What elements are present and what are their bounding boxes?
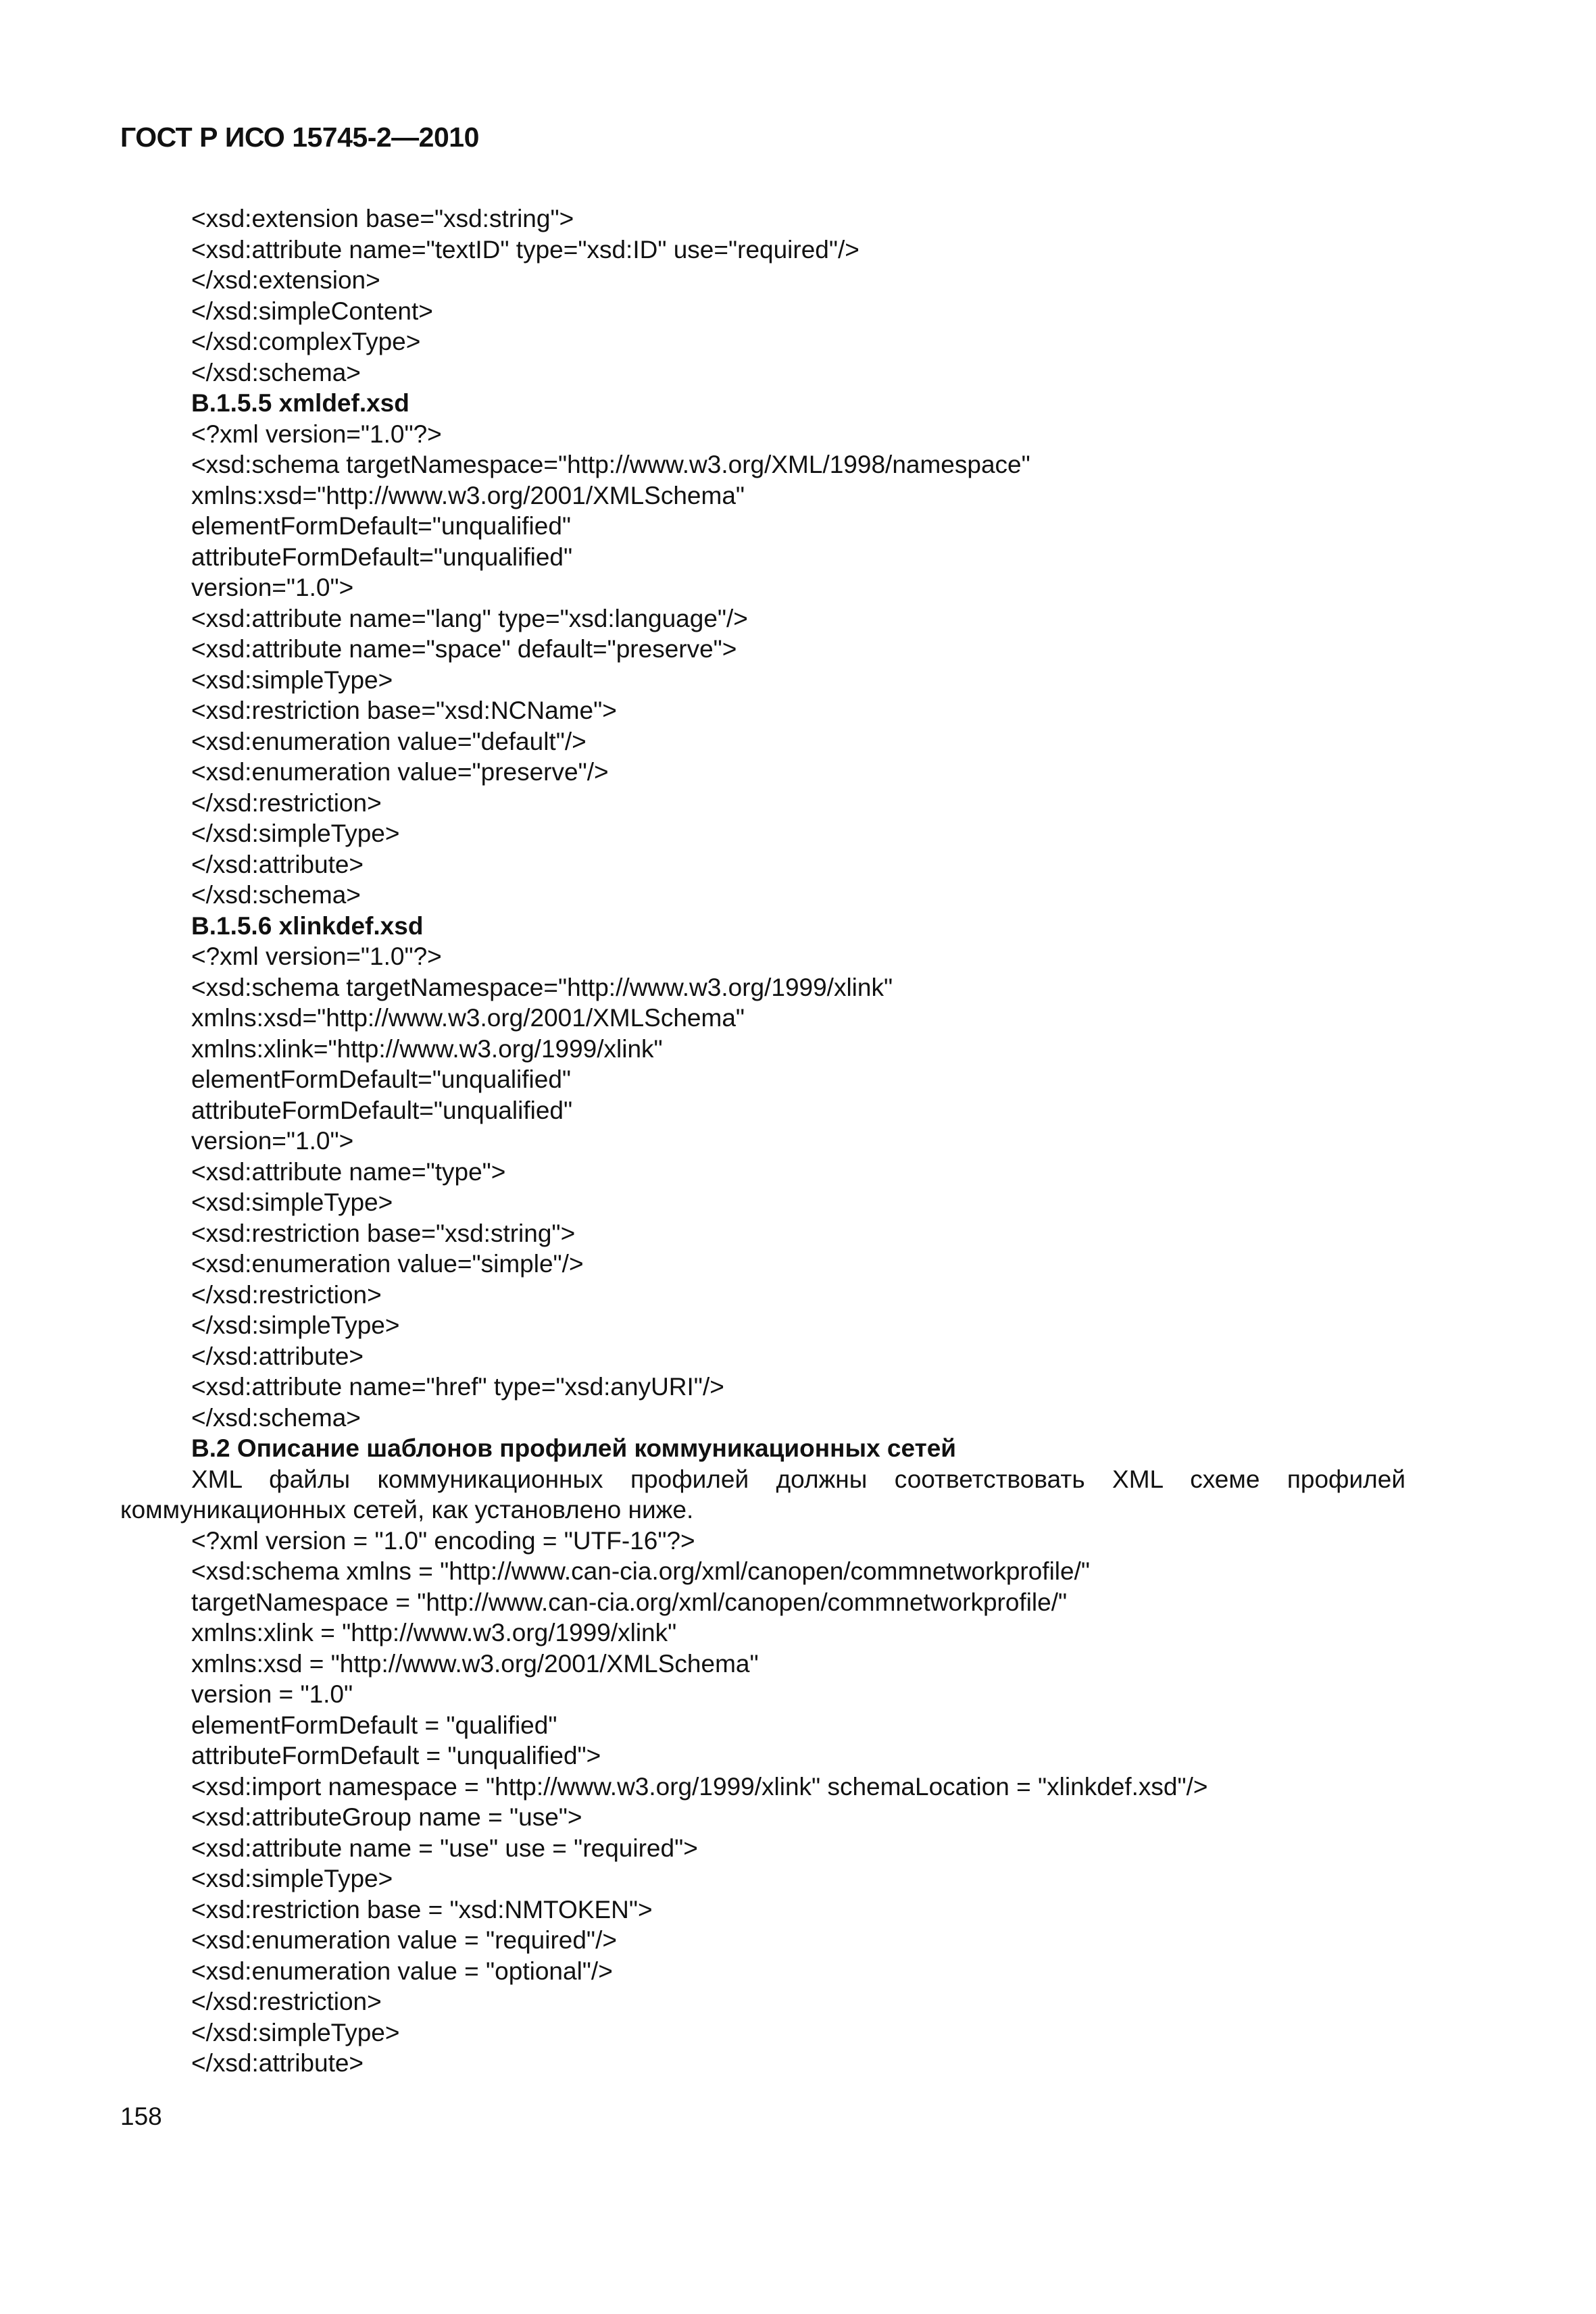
section-heading-b156: B.1.5.6 xlinkdef.xsd (191, 911, 424, 940)
code-line: <xsd:enumeration value="default"/> (191, 727, 587, 755)
code-line: xmlns:xsd = "http://www.w3.org/2001/XMLSchema" (191, 1649, 759, 1678)
code-line: attributeFormDefault="unqualified" (191, 1096, 573, 1124)
code-line: </xsd:attribute> (191, 850, 364, 878)
code-line: attributeFormDefault="unqualified" (191, 543, 573, 571)
code-block-commnetworkprofile (0, 1526, 1596, 2079)
code-line: </xsd:simpleType> (191, 820, 400, 847)
code-line: <xsd:attribute name = "use" use = "required"> (191, 1834, 698, 1862)
code-block-part1 (0, 203, 1596, 388)
code-line: xmlns:xlink = "http://www.w3.org/1999/xlink" (191, 1619, 677, 1646)
code-line: <xsd:attribute name="type"> (191, 1157, 506, 1186)
code-line: <xsd:simpleType> (191, 1865, 393, 1892)
code-line: <?xml version="1.0"?> (191, 942, 442, 970)
code-line: <xsd:enumeration value = "required"/> (191, 1926, 617, 1954)
code-line: <xsd:extension base="xsd:string"> (191, 205, 574, 232)
code-line: </xsd:complexType> (191, 328, 421, 355)
code-line: attributeFormDefault = "unqualified"> (191, 1742, 601, 1769)
code-line: elementFormDefault="unqualified" (191, 512, 572, 540)
code-line: <xsd:simpleType> (191, 1188, 393, 1216)
code-line: </xsd:simpleType> (191, 2018, 400, 2046)
code-line: <xsd:schema targetNamespace="http://www.w3.org/1999/xlink" (191, 973, 893, 1001)
code-line: </xsd:simpleContent> (191, 297, 433, 325)
code-line: <xsd:restriction base = "xsd:NMTOKEN"> (191, 1895, 653, 1923)
code-line: </xsd:restriction> (191, 788, 382, 817)
code-line: xmlns:xlink="http://www.w3.org/1999/xlink" (191, 1034, 663, 1063)
code-line: </xsd:extension> (191, 266, 380, 294)
code-line: xmlns:xsd="http://www.w3.org/2001/XMLSchema" (191, 481, 745, 509)
code-line: <xsd:schema targetNamespace="http://www.w3.org/XML/1998/namespace" (191, 451, 1030, 478)
code-line: </xsd:attribute> (191, 1342, 364, 1370)
code-line: </xsd:schema> (191, 358, 361, 386)
document-header: ГОСТ Р ИСО 15745-2—2010 (120, 122, 479, 153)
code-line: targetNamespace = "http://www.can-cia.org/xml/canopen/commnetworkprofile/" (191, 1588, 1068, 1616)
code-line: <xsd:simpleType> (191, 665, 393, 694)
code-line: <xsd:enumeration value = "optional"/> (191, 1957, 613, 1985)
code-line: <?xml version = "1.0" encoding = "UTF-16"?> (191, 1526, 695, 1555)
code-block-xlinkdef (0, 941, 1596, 1433)
code-line: </xsd:attribute> (191, 2049, 364, 2077)
code-line: elementFormDefault = "qualified" (191, 1711, 557, 1739)
code-line: <xsd:attributeGroup name = "use"> (191, 1803, 582, 1831)
code-line: </xsd:schema> (191, 881, 361, 909)
section-paragraph-b2: XML файлы коммуникационных профилей должны соответствовать XML схеме профилей коммуникационных сетей, как установлено ниже. (120, 1465, 1405, 1524)
code-line: </xsd:schema> (191, 1403, 361, 1432)
code-line: <xsd:enumeration value="simple"/> (191, 1250, 584, 1278)
code-line: <xsd:schema xmlns = "http://www.can-cia.org/xml/canopen/commnetworkprofile/" (191, 1557, 1091, 1585)
code-line: <xsd:enumeration value="preserve"/> (191, 758, 609, 786)
code-line: <xsd:import namespace = "http://www.w3.org/1999/xlink" schemaLocation = "xlinkdef.xsd"/> (191, 1772, 1208, 1801)
code-line: <xsd:attribute name="lang" type="xsd:language"/> (191, 604, 748, 632)
code-line: elementFormDefault="unqualified" (191, 1065, 572, 1093)
page-number: 158 (120, 2103, 162, 2130)
code-line: <xsd:restriction base="xsd:NCName"> (191, 697, 617, 724)
code-line: <xsd:restriction base="xsd:string"> (191, 1219, 576, 1247)
code-line: version="1.0"> (191, 574, 354, 601)
code-line: </xsd:restriction> (191, 1988, 382, 2015)
code-block-xmldef (0, 419, 1596, 911)
code-line: <xsd:attribute name="href" type="xsd:anyURI"/> (191, 1373, 724, 1401)
code-line: version = "1.0" (191, 1680, 353, 1708)
code-line: xmlns:xsd="http://www.w3.org/2001/XMLSchema" (191, 1004, 745, 1032)
code-line: </xsd:restriction> (191, 1280, 382, 1309)
section-heading-b155: B.1.5.5 xmldef.xsd (191, 389, 409, 417)
code-line: version="1.0"> (191, 1127, 354, 1155)
code-line: <?xml version="1.0"?> (191, 420, 442, 448)
code-line: </xsd:simpleType> (191, 1311, 400, 1339)
section-heading-b2: B.2 Описание шаблонов профилей коммуникационных сетей (191, 1434, 957, 1462)
code-line: <xsd:attribute name="space" default="preserve"> (191, 635, 737, 663)
page-body (0, 203, 1596, 2079)
code-line: <xsd:attribute name="textID" type="xsd:ID" use="required"/> (191, 235, 859, 263)
